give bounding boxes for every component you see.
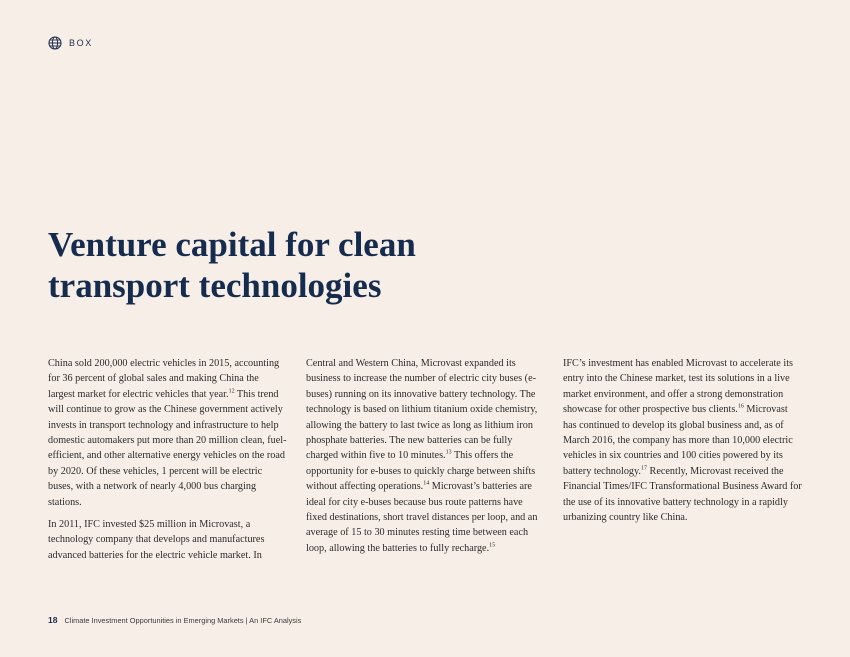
text-run: Central and Western China, Microvast expanded its business to increase the number of electric city buses (e-buses) running on its innovative battery technology. The technology is based on lithium titanium oxide chemistry, allowing the battery to last twice as long as lithium iron phosphate batteries. The new batteries can be fully charged within five to 10 minutes.	[306, 358, 538, 462]
footer-text: Climate Investment Opportunities in Emerging Markets | An IFC Analysis	[64, 616, 302, 625]
page-number: 18	[48, 615, 58, 625]
text-column-3	[563, 356, 803, 532]
text-run: This trend will continue to grow as the Chinese government actively invests in transport technology and infrastructure to help domestic automakers put more than 20 million clean, fuel-efficient, and other alternative energy vehicles on the road by 2020. Of these vehicles, 1 percent will be electric buses, with a network of nearly 4,000 bus charging stations.	[48, 388, 287, 508]
box-header	[48, 36, 93, 50]
title-line-2: transport technologies	[48, 266, 382, 305]
footnote-ref: 13	[445, 450, 452, 457]
text-run: Microvast’s batteries are ideal for city e-buses because bus route patterns have fixed destinations, short travel distances per loop, and an average of 15 to 30 minutes resting time between each loop, allowing the batteries to fully recharge.	[306, 481, 538, 554]
box-label: BOX	[69, 38, 93, 48]
paragraph	[563, 356, 803, 525]
footnote-ref: 17	[640, 465, 647, 472]
text-run: IFC’s investment has enabled Microvast to accelerate its entry into the Chinese market, test its solutions in a live market environment, and offer a strong demonstration showcase for other prospective bus clients.	[563, 358, 793, 416]
footnote-ref: 15	[489, 542, 496, 549]
paragraph	[306, 356, 546, 556]
footnote-ref: 14	[423, 480, 430, 487]
page-title	[48, 224, 468, 306]
paragraph: In 2011, IFC invested $25 million in Microvast, a technology company that develops and manufactures advanced batteries for the electric vehicle market. In	[48, 519, 265, 561]
globe-icon	[48, 36, 62, 50]
footnote-ref: 12	[228, 388, 235, 395]
text-run: China sold 200,000 electric vehicles in 2015, accounting for 36 percent of global sales and making China the largest market for electric vehicles that year.	[48, 358, 280, 400]
title-line-1: Venture capital for clean	[48, 225, 416, 264]
text-column-1	[48, 356, 288, 570]
page-footer	[48, 615, 301, 625]
text-run: Microvast has continued to develop its global business and, as of March 2016, the company has more than 10,000 electric vehicles in six countries and 100 cities powered by its battery technology.	[563, 404, 793, 477]
text-column-2	[306, 356, 546, 563]
text-run: Recently, Microvast received the Financial Times/IFC Transformational Business Award for the use of its innovative battery technology in a rapidly urbanizing country like China.	[563, 465, 802, 524]
text-run: This offers the opportunity for e-buses to quickly charge between shifts without affecting operations.	[306, 450, 536, 493]
paragraph	[48, 356, 288, 510]
footnote-ref: 16	[737, 403, 744, 410]
